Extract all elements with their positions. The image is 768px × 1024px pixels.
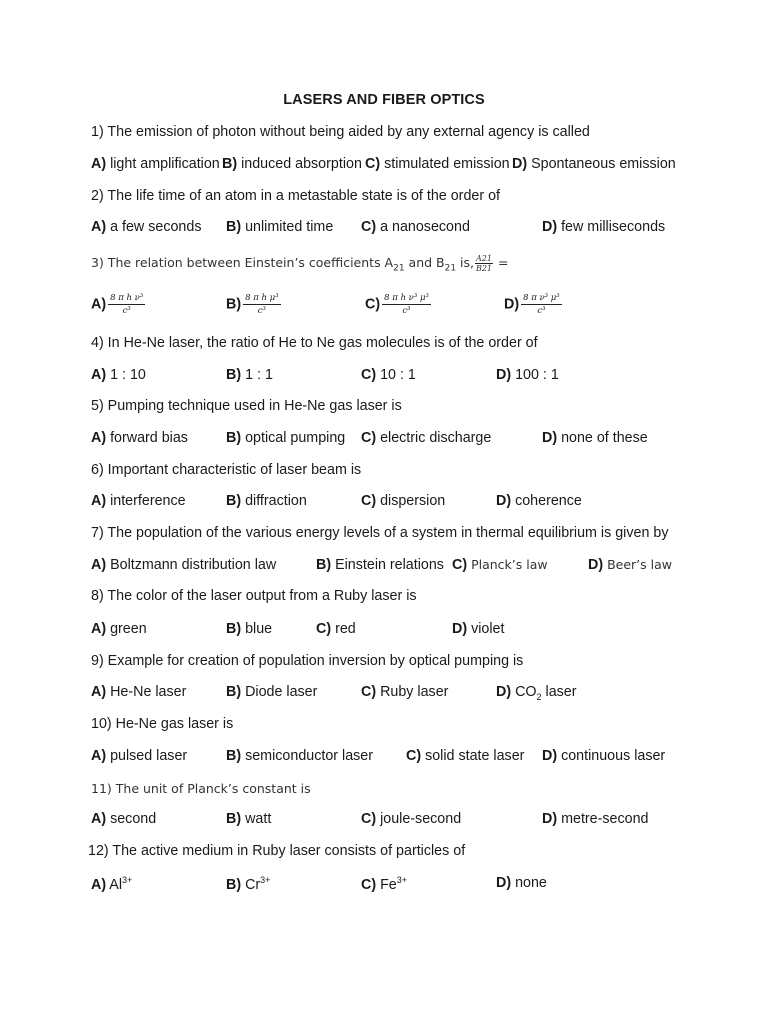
q10-option-a: A) pulsed laser [91, 748, 188, 764]
q12-option-d: D) none [496, 875, 547, 891]
q7-option-b: B) Einstein relations [316, 557, 444, 573]
q5-option-b: B) optical pumping [226, 430, 346, 446]
q7-option-c: C) Planck’s law [452, 557, 548, 573]
page-title: LASERS AND FIBER OPTICS [283, 92, 485, 108]
q9-option-c: C) Ruby laser [361, 684, 449, 700]
q4-option-b: B) 1 : 1 [226, 367, 273, 383]
q9-option-a: A) He-Ne laser [91, 684, 187, 700]
einstein-ratio-fraction: $\frac{A21}{B21}$ [475, 254, 493, 273]
question-10-text: 10) He-Ne gas laser is [91, 716, 234, 732]
q8-option-b: B) blue [226, 621, 273, 637]
q4-option-d: D) 100 : 1 [496, 367, 559, 383]
q3-option-c: C) $\frac{\text{8 π h ν³ μ³}}{\text{c³}}$ [365, 293, 429, 316]
question-5-text: 5) Pumping technique used in He-Ne gas laser is [91, 398, 402, 414]
q4-option-a: A) 1 : 10 [91, 367, 146, 383]
question-6-text: 6) Important characteristic of laser beam is [91, 462, 362, 478]
question-8-text: 8) The color of the laser output from a Ruby laser is [91, 588, 417, 604]
question-7-text: 7) The population of the various energy levels of a system in thermal equilibrium is given by [91, 525, 669, 541]
q9-option-d: D) $CO_2$ laser [496, 684, 577, 702]
q1-option-b: B) induced absorption [222, 156, 362, 172]
q10-option-b: B) semiconductor laser [226, 748, 374, 764]
q3-option-b: B) $\frac{\text{8 π h μ³}}{\text{c³}}$ [226, 293, 279, 316]
q8-option-c: C) red [316, 621, 356, 637]
q12-option-b: B) $Cr^{3+}$ [226, 875, 271, 893]
q2-option-b: B) unlimited time [226, 219, 334, 235]
q11-option-b: B) watt [226, 811, 272, 827]
q9-option-b: B) Diode laser [226, 684, 318, 700]
q10-option-d: D) continuous laser [542, 748, 666, 764]
q6-option-b: B) diffraction [226, 493, 307, 509]
q6-option-d: D) coherence [496, 493, 582, 509]
q3-option-d: D) $\frac{\text{8 π ν³ μ³}}{\text{c³}}$ [504, 293, 560, 316]
q4-option-c: C) 10 : 1 [361, 367, 416, 383]
q5-option-c: C) electric discharge [361, 430, 492, 446]
q7-option-a: A) Boltzmann distribution law [91, 557, 277, 573]
q11-option-c: C) joule-second [361, 811, 462, 827]
q12-option-c: C) $Fe^{3+}$ [361, 875, 408, 893]
q8-option-a: A) green [91, 621, 147, 637]
q11-option-a: A) second [91, 811, 157, 827]
q3-option-a: A) $\frac{\text{8 π h ν³}}{\text{c³}}$ [91, 293, 144, 316]
q2-option-d: D) few milliseconds [542, 219, 666, 235]
question-9-text: 9) Example for creation of population inversion by optical pumping is [91, 653, 524, 669]
q10-option-c: C) solid state laser [406, 748, 525, 764]
q1-option-a: A) light amplification [91, 156, 220, 172]
question-4-text: 4) In He-Ne laser, the ratio of He to Ne gas molecules is of the order of [91, 335, 538, 351]
q2-option-a: A) a few seconds [91, 219, 202, 235]
q6-option-c: C) dispersion [361, 493, 446, 509]
q5-option-a: A) forward bias [91, 430, 188, 446]
q12-option-a: A) $Al^{3+}$ [91, 875, 133, 893]
q6-option-a: A) interference [91, 493, 186, 509]
q8-option-d: D) violet [452, 621, 505, 637]
question-11-text: 11) The unit of Planck’s constant is [91, 781, 311, 796]
question-3-text: 3) The relation between Einstein’s coefficients $A_{21}$ and $B_{21}$ is, $\frac{A21}{B21}$ = [91, 254, 509, 274]
q2-option-c: C) a nanosecond [361, 219, 470, 235]
q1-option-c: C) stimulated emission [365, 156, 510, 172]
question-12-text: 12) The active medium in Ruby laser consists of particles of [88, 843, 466, 859]
q1-option-d: D) Spontaneous emission [512, 156, 676, 172]
q7-option-d: D) Beer’s law [588, 557, 672, 573]
question-2-text: 2) The life time of an atom in a metastable state is of the order of [91, 188, 500, 204]
q5-option-d: D) none of these [542, 430, 648, 446]
question-1-text: 1) The emission of photon without being aided by any external agency is called [91, 124, 590, 140]
q11-option-d: D) metre-second [542, 811, 649, 827]
